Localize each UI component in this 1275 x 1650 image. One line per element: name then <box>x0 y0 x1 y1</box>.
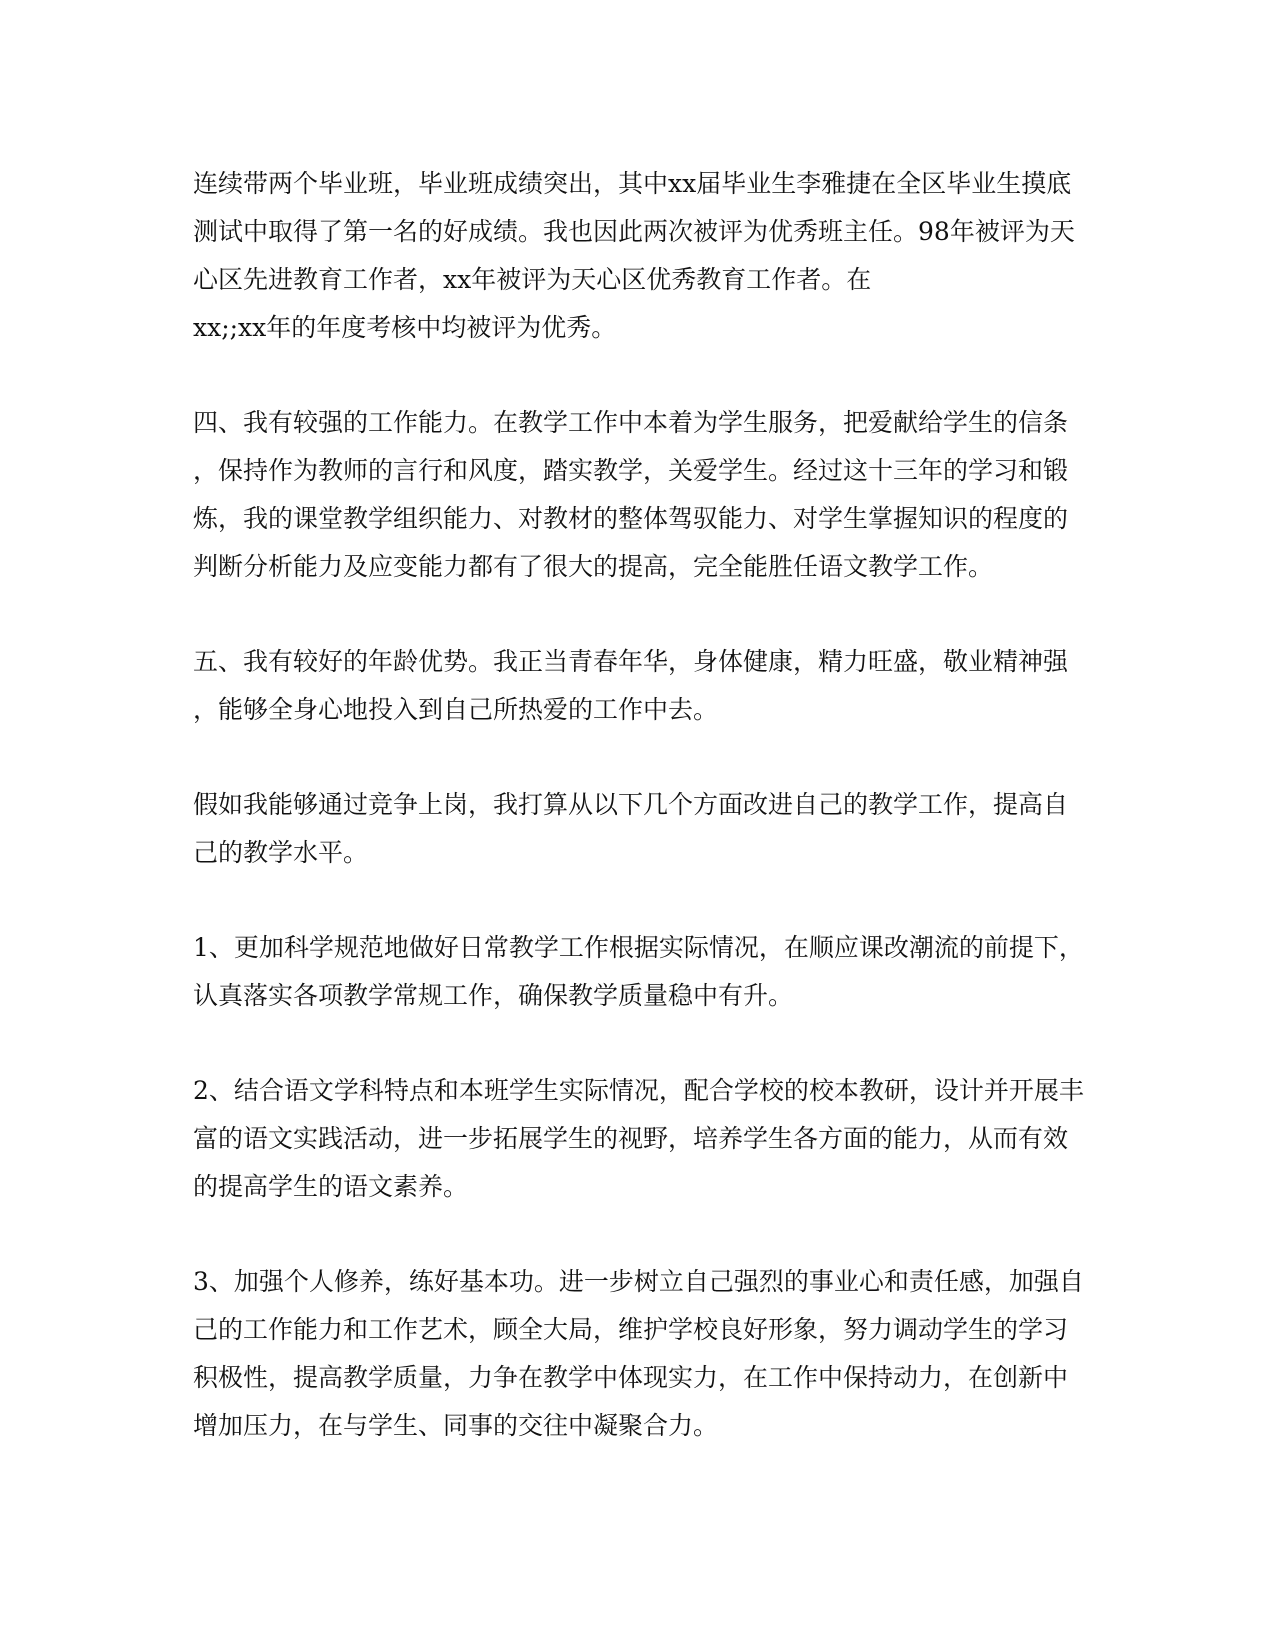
paragraph-plan-item-1 <box>193 924 1083 1020</box>
text-line: 2、结合语文学科特点和本班学生实际情况，配合学校的校本教研，设计并开展丰 <box>193 1076 1084 1105</box>
text-line: 积极性，提高教学质量，力争在教学中体现实力，在工作中保持动力，在创新中 <box>193 1363 1069 1392</box>
text-line: ，能够全身心地投入到自己所热爱的工作中去。 <box>193 695 719 724</box>
text-line: ，保持作为教师的言行和风度，踏实教学，关爱学生。经过这十三年的学习和锻 <box>193 456 1069 485</box>
text-line: 认真落实各项教学常规工作，确保教学质量稳中有升。 <box>193 981 794 1010</box>
text-line: 假如我能够通过竞争上岗，我打算从以下几个方面改进自己的教学工作，提高自 <box>193 790 1069 819</box>
paragraph-work-ability <box>193 399 1083 591</box>
text-line: 四、我有较强的工作能力。在教学工作中本着为学生服务，把爱献给学生的信条 <box>193 408 1069 437</box>
paragraph-age-advantage <box>193 638 1083 734</box>
text-line: 炼，我的课堂教学组织能力、对教材的整体驾驭能力、对学生掌握知识的程度的 <box>193 504 1069 533</box>
text-line: 1、更加科学规范地做好日常教学工作根据实际情况，在顺应课改潮流的前提下， <box>193 933 1084 962</box>
text-line: xx;;xx年的年度考核中均被评为优秀。 <box>193 313 617 342</box>
paragraph-plan-item-2 <box>193 1067 1083 1211</box>
text-line: 的提高学生的语文素养。 <box>193 1172 469 1201</box>
text-line: 己的教学水平。 <box>193 838 369 867</box>
text-line: 心区先进教育工作者，xx年被评为天心区优秀教育工作者。在 <box>193 265 872 294</box>
text-line: 五、我有较好的年龄优势。我正当青春年华，身体健康，精力旺盛，敬业精神强 <box>193 647 1069 676</box>
text-line: 增加压力，在与学生、同事的交往中凝聚合力。 <box>193 1411 719 1440</box>
text-line: 3、加强个人修养，练好基本功。进一步树立自己强烈的事业心和责任感，加强自 <box>193 1267 1084 1296</box>
text-line: 判断分析能力及应变能力都有了很大的提高，完全能胜任语文教学工作。 <box>193 552 994 581</box>
text-line: 测试中取得了第一名的好成绩。我也因此两次被评为优秀班主任。98年被评为天 <box>193 217 1075 246</box>
text-line: 富的语文实践活动，进一步拓展学生的视野，培养学生各方面的能力，从而有效 <box>193 1124 1069 1153</box>
paragraph-plan-item-3 <box>193 1258 1083 1450</box>
paragraph-achievements <box>193 160 1083 352</box>
text-line: 己的工作能力和工作艺术，顾全大局，维护学校良好形象，努力调动学生的学习 <box>193 1315 1069 1344</box>
text-line: 连续带两个毕业班，毕业班成绩突出，其中xx届毕业生李雅捷在全区毕业生摸底 <box>193 169 1072 198</box>
paragraph-plan-intro <box>193 781 1083 877</box>
document-body <box>193 160 1083 1497</box>
